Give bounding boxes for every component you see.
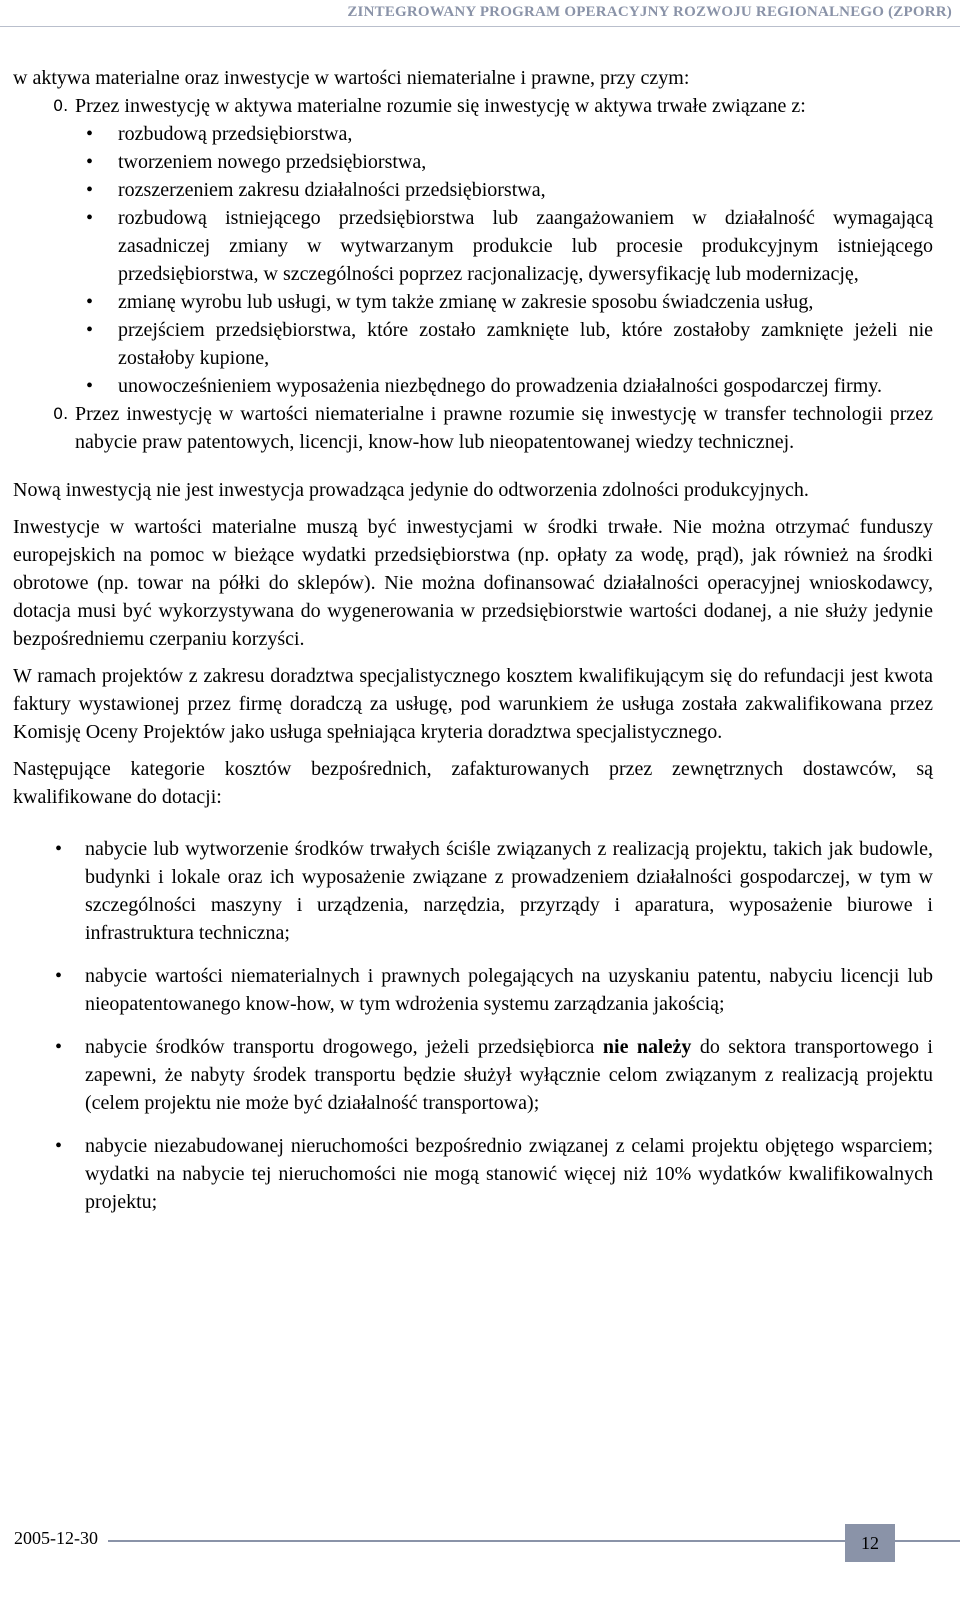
list-item: • rozbudową przedsiębiorstwa,: [118, 120, 933, 148]
list-item: • tworzeniem nowego przedsiębiorstwa,: [118, 148, 933, 176]
footer-rule: [108, 1540, 960, 1542]
numbered-marker: 0.: [53, 404, 69, 423]
list-item: • przejściem przedsiębiorstwa, które zostało zamknięte lub, które zostałoby zamknięte jeżeli nie zostałoby kupione,: [118, 316, 933, 372]
list-item: • nabycie środków transportu drogowego, jeżeli przedsiębiorca nie należy do sektora transportowego i zapewni, że nabyty środek transportu będzie służył wyłącznie celom związanym z realizacją projektu (celem projektu nie może być działalność transportowa);: [85, 1033, 933, 1117]
paragraph: Nową inwestycją nie jest inwestycja prowadząca jedynie do odtworzenia zdolności produkcyjnych.: [13, 479, 809, 501]
bullet-icon: •: [86, 319, 94, 341]
intro-line: w aktywa materialne oraz inwestycje w wartości niematerialne i prawne, przy czym:: [13, 67, 690, 89]
emphasis: nie należy: [602, 1036, 692, 1058]
footer-date: 2005-12-30: [14, 1528, 98, 1548]
paragraph: Następujące kategorie kosztów bezpośrednich, zafakturowanych przez zewnętrznych dostawców, są kwalifikowane do dotacji:: [13, 758, 933, 808]
list-item: • rozbudową istniejącego przedsiębiorstwa lub zaangażowaniem w działalność wymagającą zasadniczej zmiany w wytwarzanym produkcie lub procesie produkcyjnym istniejącego przedsiębiorstwa, w szczególności poprzez racjonalizację, dywersyfikację lub modernizację,: [118, 204, 933, 288]
bullet-icon: •: [86, 151, 94, 173]
paragraph: W ramach projektów z zakresu doradztwa specjalistycznego kosztem kwalifikującym się do refundacji jest kwota faktury wystawionej przez firmę doradczą za usługę, pod warunkiem że usługa została zakwalifikowana przez Komisję Oceny Projektów jako usługa spełniająca kryteria doradztwa specjalistycznego.: [13, 665, 933, 743]
page-number: 12: [845, 1524, 895, 1562]
bullet-icon: •: [55, 965, 63, 987]
paragraph: Inwestycje w wartości materialne muszą być inwestycjami w środki trwałe. Nie można otrzymać funduszy europejskich na pomoc w bieżące wydatki przedsiębiorstwa (np. opłaty za wodę, prąd), jak również na środki obrotowe (np. towar na półki do sklepów). Nie można dofinansować działalności operacyjnej wnioskodawcy, dotacja musi być wykorzystywana do wygenerowania w przedsiębiorstwie wartości dodanej, a nie służy jedynie bezpośredniemu czerpaniu korzyści.: [13, 516, 933, 650]
bullet-icon: •: [86, 179, 94, 201]
bullet-icon: •: [86, 207, 94, 229]
bullet-icon: •: [86, 291, 94, 313]
list-item: • unowocześnieniem wyposażenia niezbędnego do prowadzenia działalności gospodarczej firmy.: [118, 372, 933, 400]
asset-list: [13, 120, 933, 400]
list-item: • rozszerzeniem zakresu działalności przedsiębiorstwa,: [118, 176, 933, 204]
bullet-icon: •: [55, 1036, 63, 1058]
list-item: • nabycie wartości niematerialnych i prawnych polegających na uzyskaniu patentu, nabyciu licencji lub nieopatentowanego know-how, w tym wdrożenia systemu zarządzania jakością;: [85, 962, 933, 1018]
bullet-icon: •: [86, 123, 94, 145]
bullet-icon: •: [86, 375, 94, 397]
list-item: • nabycie niezabudowanej nieruchomości bezpośrednio związanej z celami projektu objętego wsparciem; wydatki na nabycie tej nieruchomości nie mogą stanowić więcej niż 10% wydatków kwalifikowalnych projektu;: [85, 1132, 933, 1216]
document-body: [13, 64, 933, 1231]
bullet-icon: •: [55, 838, 63, 860]
numbered-text: Przez inwestycję w wartości niematerialne i prawne rozumie się inwestycję w transfer technologii przez nabycie praw patentowych, licencji, know-how lub nieopatentowanej wiedzy technicznej.: [75, 403, 933, 453]
numbered-item-1: [13, 92, 933, 120]
cost-categories-list: [13, 835, 933, 1216]
numbered-text: Przez inwestycję w aktywa materialne rozumie się inwestycję w aktywa trwałe związane z:: [75, 95, 806, 117]
list-item: • nabycie lub wytworzenie środków trwałych ściśle związanych z realizacją projektu, takich jak budowle, budynki i lokale oraz ich wyposażenie związane z prowadzeniem działalności gospodarczej, w tym w szczególności maszyny i urządzenia, narzędzia, przyrządy i aparatura, wyposażenie biurowe i infrastruktura techniczna;: [85, 835, 933, 947]
header-rule: [0, 26, 960, 27]
numbered-marker: 0.: [53, 96, 69, 115]
running-header: ZINTEGROWANY PROGRAM OPERACYJNY ROZWOJU REGIONALNEGO (ZPORR): [347, 4, 952, 20]
list-item: • zmianę wyrobu lub usługi, w tym także zmianę w zakresie sposobu świadczenia usług,: [118, 288, 933, 316]
numbered-item-2: [13, 400, 933, 456]
bullet-icon: •: [55, 1135, 63, 1157]
